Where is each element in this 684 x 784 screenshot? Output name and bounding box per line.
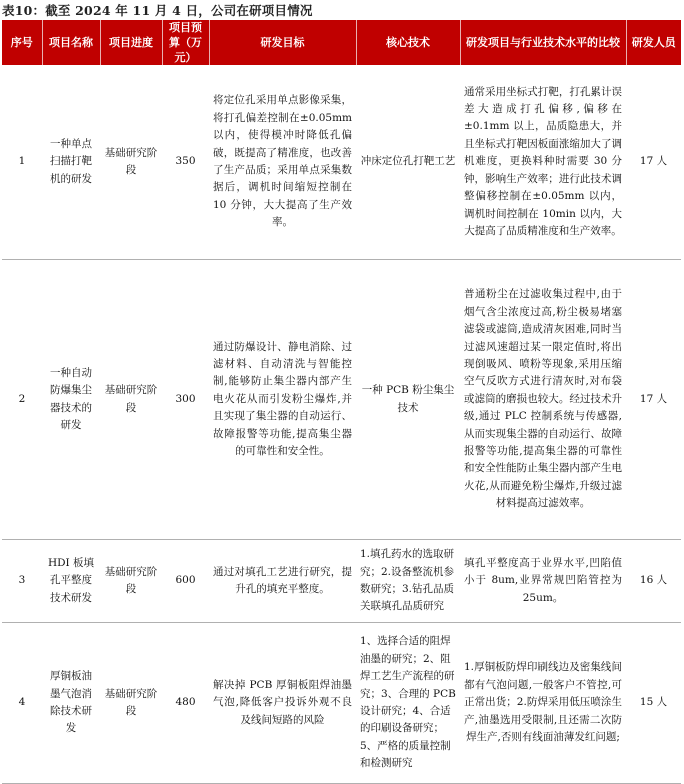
cell-name: 一种自动防爆集尘器技术的研发 [42, 260, 100, 540]
header-goal: 研发目标 [209, 20, 356, 65]
cell-compare: 1.厚铜板防焊印刷线边及密集线间都有气泡问题,一般客户不管控,可正常出货；2.防焊采用低压喷涂生产,油墨选用受限制,且还需二次防焊生产,否则有线面油薄发红问题; [460, 623, 626, 784]
cell-no: 3 [2, 540, 42, 623]
header-name: 项目名称 [42, 20, 100, 65]
cell-staff: 16 人 [626, 540, 681, 623]
cell-budget: 600 [162, 540, 209, 623]
cell-staff: 17 人 [626, 65, 681, 260]
cell-budget: 300 [162, 260, 209, 540]
cell-core: 一种 PCB 粉尘集尘技术 [356, 260, 460, 540]
cell-staff: 15 人 [626, 623, 681, 784]
cell-name: 厚铜板油墨气泡消除技术研发 [42, 623, 100, 784]
projects-table [2, 20, 681, 784]
table-caption: 表10：截至 2024 年 11 月 4 日，公司在研项目情况 [2, 3, 313, 18]
header-no: 序号 [2, 20, 42, 65]
header-budget: 项目预算（万元） [162, 20, 209, 65]
cell-goal: 解决掉 PCB 厚铜板阻焊油墨气泡,降低客户投诉外观不良及线间短路的风险 [209, 623, 356, 784]
header-row [2, 20, 681, 65]
cell-progress: 基础研究阶段 [100, 65, 162, 260]
cell-staff: 17 人 [626, 260, 681, 540]
table-row [2, 623, 681, 784]
cell-progress: 基础研究阶段 [100, 260, 162, 540]
cell-no: 4 [2, 623, 42, 784]
table-row [2, 65, 681, 260]
cell-goal: 将定位孔采用单点影像采集，将打孔偏差控制在±0.05mm 以内，使得模冲时降低孔偏破，既提高了精准度，也改善了生产品质；采用单点采集数据后，调机时间缩短控制在 10 分钟，大大提高了生产效率。 [209, 65, 356, 260]
cell-progress: 基础研究阶段 [100, 623, 162, 784]
cell-compare: 填孔平整度高于业界水平,凹陷值小于 8um,业界常规凹陷管控为 25um。 [460, 540, 626, 623]
cell-budget: 480 [162, 623, 209, 784]
cell-no: 2 [2, 260, 42, 540]
header-core: 核心技术 [356, 20, 460, 65]
table-row [2, 260, 681, 540]
header-staff: 研发人员 [626, 20, 681, 65]
cell-name: 一种单点扫描打靶机的研发 [42, 65, 100, 260]
cell-compare: 通常采用坐标式打靶，打孔累计误差大造成打孔偏移,偏移在±0.1mm 以上，品质隐患大，并且坐标式打靶因板面涨缩加大了调机难度，更换料种时需要 30 分钟，影响生产效率；进行此技术调整偏移控制在±0.05mm 以内，调机时间控制在 10min 以内，大大提高了品质精准度和生产效率。 [460, 65, 626, 260]
cell-budget: 350 [162, 65, 209, 260]
header-compare: 研发项目与行业技术水平的比较 [460, 20, 626, 65]
cell-core: 1、选择合适的阻焊油墨的研究；2、阻焊工艺生产流程的研究；3、合理的 PCB 设计研究；4、合适的印刷设备研究；5、严格的质量控制和检测研究 [356, 623, 460, 784]
cell-goal: 通过防爆设计、静电消除、过滤材料、自动清洗与智能控制,能够防止集尘器内部产生电火花从而引发粉尘爆炸,并且实现了集尘器的自动运行、故障报警等功能,提高集尘器的可靠性和安全性。 [209, 260, 356, 540]
table-row [2, 540, 681, 623]
cell-name: HDI 板填孔平整度技术研发 [42, 540, 100, 623]
header-progress: 项目进度 [100, 20, 162, 65]
cell-core: 冲床定位孔打靶工艺 [356, 65, 460, 260]
cell-core: 1.填孔药水的选取研究；2.设备整流机参数研究；3.钻孔品质关联填孔品质研究 [356, 540, 460, 623]
cell-compare: 普通粉尘在过滤收集过程中,由于烟气含尘浓度过高,粉尘极易堵塞滤袋或滤筒,造成清灰困难,同时当过滤风速超过某一限定值时,将出现倒吸风、喷粉等现象,采用压缩空气反吹方式进行清灰时,对布袋或滤筒的磨损也较大。经过技术升级,通过 PLC 控制系统与传感器,从而实现集尘器的自动运行、故障报警等功能,提高集尘器的可靠性和安全性能防止集尘器内部产生电火花,从而避免粉尘爆炸,升级过滤材料提高过滤效率。 [460, 260, 626, 540]
cell-goal: 通过对填孔工艺进行研究，提升孔的填充平整度。 [209, 540, 356, 623]
cell-no: 1 [2, 65, 42, 260]
cell-progress: 基础研究阶段 [100, 540, 162, 623]
